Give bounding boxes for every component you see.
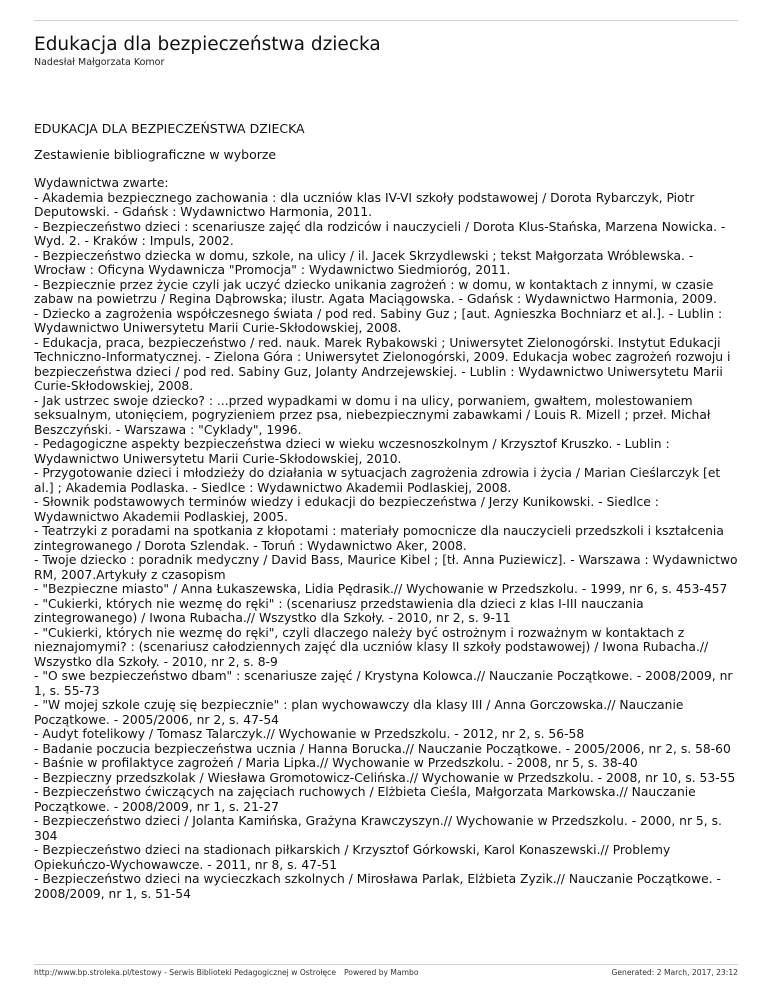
bibliography-entry: - Audyt fotelikowy / Tomasz Talarczyk.// Wychowanie w Przedszkolu. - 2012, nr 2, s. 56-58 (34, 727, 585, 741)
document-heading: EDUKACJA DLA BEZPIECZEŃSTWA DZIECKA (34, 121, 305, 136)
bibliography-entry: - Dziecko a zagrożenia współczesnego świata / pod red. Sabiny Guz ; [aut. Agnieszka Bochniarz et al.]. - Lublin : Wydawnictwo Uniwersytetu Marii Curie-Skłodowskiej, 2008. (34, 306, 723, 335)
article-title: Edukacja dla bezpieczeństwa dziecka (34, 34, 381, 55)
bibliography-entry: - Bezpieczeństwo dzieci na stadionach piłkarskich / Krzysztof Górkowski, Karol Konaszewski.// Problemy Opiekuńczo-Wychowawcze. - 2011, nr 8, s. 47-51 (34, 843, 671, 872)
bibliography-entry: - Baśnie w profilaktyce zagrożeń / Maria Lipka.// Wychowanie w Przedszkolu. - 2008, nr 5, s. 38-40 (34, 756, 638, 770)
bibliography-entry: - Przygotowanie dzieci i młodzieży do działania w sytuacjach zagrożenia zdrowia i życia / Marian Cieślarczyk [et al.] ; Akademia Podlaska. - Siedlce : Wydawnictwo Akademii Podlaskiej, 2008. (34, 466, 721, 495)
bibliography-entry: - Bezpieczeństwo dziecka w domu, szkole, na ulicy / il. Jacek Skrzydlewski ; tekst Małgorzata Wróblewska. - Wrocław : Oficyna Wydawnicza "Promocja" : Wydawnictwo Siedmioróg, 2011. (34, 248, 694, 277)
bibliography-entry: - Bezpieczny przedszkolak / Wiesława Gromotowicz-Celińska.// Wychowanie w Przedszkolu. - 2008, nr 10, s. 53-55 (34, 770, 736, 785)
bibliography-entry: - "W mojej szkole czuję się bezpiecznie" : plan wychowawczy dla klasy III / Anna Gorczowska.// Nauczanie Początkowe. - 2005/2006, nr 2, s. 47-54 (34, 698, 684, 727)
bibliography-entry: - Bezpieczeństwo ćwiczących na zajęciach ruchowych / Elżbieta Cieśla, Małgorzata Markowska.// Nauczanie Początkowe. - 2008/2009, nr 1, s. 21-27 (34, 785, 696, 814)
page-footer (34, 964, 738, 977)
bibliography-entry: - Edukacja, praca, bezpieczeństwo / red. nauk. Marek Rybakowski ; Uniwersytet Zielonogórski. Instytut Edukacji Techniczno-Informatycznej. - Zielona Góra : Uniwersytet Zielonogórski, 2009. Edukacja wobec zagrożeń rozwoju i bezpieczeństwa dzieci / pod red. Sabiny Guz, Jolanty Andrzejewskiej. - Lublin : Wydawnictwo Uniwersytetu Marii Curie-Skłodowskiej, 2008. (34, 335, 731, 393)
bibliography-list (34, 191, 740, 902)
bibliography-entry: - "O swe bezpieczeństwo dbam" : scenariusze zajęć / Krystyna Kolowca.// Nauczanie Początkowe. - 2008/2009, nr 1, s. 55-73 (34, 669, 733, 698)
section-label: Wydawnictwa zwarte: (34, 176, 169, 190)
document-subheading: Zestawienie bibliograficzne w wyborze (34, 147, 277, 162)
top-divider (34, 20, 738, 21)
bibliography-entry: - "Cukierki, których nie wezmę do ręki" : (scenariusz przedstawienia dla dzieci z klas I-III nauczania zintegrowanego) / Iwona Rubacha.// Wszystko dla Szkoły. - 2010, nr 2, s. 9-11 (34, 596, 644, 625)
bibliography-content (34, 176, 740, 901)
bibliography-entry: - Jak ustrzec swoje dziecko? : ...przed wypadkami w domu i na ulicy, porwaniem, gwałtem, molestowaniem seksualnym, utonięciem, pogryzieniem przez psa, niebezpiecznymi zabawkami / Louis R. Mizell ; przeł. Michał Beszczyński. - Warszawa : "Cyklady", 1996. (34, 393, 711, 437)
bibliography-entry: - Bezpieczeństwo dzieci na wycieczkach szkolnych / Mirosława Parlak, Elżbieta Zyzik.// Nauczanie Początkowe. - 2008/2009, nr 1, s. 51-54 (34, 872, 721, 901)
footer-url: http://www.bp.stroleka.pl/testowy - Serwis Biblioteki Pedagogicznej w Ostrołęce (34, 968, 337, 977)
footer-powered: Powered by Mambo (344, 968, 419, 977)
bibliography-entry: - Słownik podstawowych terminów wiedzy i edukacji do bezpieczeństwa / Jerzy Kunikowski. - Siedlce : Wydawnictwo Akademii Podlaskiej, 2005. (34, 495, 659, 524)
bibliography-entry: - Badanie poczucia bezpieczeństwa ucznia / Hanna Borucka.// Nauczanie Początkowe. - 2005/2006, nr 2, s. 58-60 (34, 741, 731, 756)
bibliography-entry: - Teatrzyki z poradami na spotkania z kłopotami : materiały pomocnicze dla nauczycieli przedszkoli i kształcenia zintegrowanego / Dorota Szlendak. - Toruń : Wydawnictwo Aker, 2008. (34, 524, 724, 553)
bibliography-entry: - Twoje dziecko : poradnik medyczny / David Bass, Maurice Kibel ; [tł. Anna Puziewicz]. - Warszawa : Wydawnictwo RM, 2007.Artykuły z czasopism (34, 553, 738, 582)
author-line: Nadesłał Małgorzata Komor (34, 57, 165, 68)
bibliography-entry: - "Bezpieczne miasto" / Anna Łukaszewska, Lidia Pędrasik.// Wychowanie w Przedszkolu. - 1999, nr 6, s. 453-457 (34, 582, 728, 596)
bibliography-entry: - "Cukierki, których nie wezmę do ręki", czyli dlaczego należy być ostrożnym i rozważnym w kontaktach z nieznajomymi? : (scenariusz całodziennych zajęć dla uczniów klasy II szkoły podstawowej) / Iwona Rubacha.// Wszystko dla Szkoły. - 2010, nr 2, s. 8-9 (34, 625, 709, 669)
bibliography-entry: - Akademia bezpiecznego zachowania : dla uczniów klas IV-VI szkoły podstawowej / Dorota Rybarczyk, Piotr Deputowski. - Gdańsk : Wydawnictwo Harmonia, 2011. (34, 190, 695, 219)
bibliography-entry: - Bezpieczeństwo dzieci / Jolanta Kamińska, Grażyna Krawczyszyn.// Wychowanie w Przedszkolu. - 2000, nr 5, s. 304 (34, 814, 722, 843)
bibliography-entry: - Bezpieczeństwo dzieci : scenariusze zajęć dla rodziców i nauczycieli / Dorota Klus-Stańska, Marzena Nowicka. - Wyd. 2. - Kraków : Impuls, 2002. (34, 219, 726, 248)
footer-generated: Generated: 2 March, 2017, 23:12 (611, 968, 738, 977)
bibliography-entry: - Pedagogiczne aspekty bezpieczeństwa dzieci w wieku wczesnoszkolnym / Krzysztof Kruszko. - Lublin : Wydawnictwo Uniwersytetu Marii Curie-Skłodowskiej, 2010. (34, 437, 670, 466)
bibliography-entry: - Bezpiecznie przez życie czyli jak uczyć dziecko unikania zagrożeń : w domu, w kontaktach z innymi, w czasie zabaw na powietrzu / Regina Dąbrowska; ilustr. Agata Maciągowska. - Gdańsk : Wydawnictwo Harmonia, 2009. (34, 277, 717, 306)
